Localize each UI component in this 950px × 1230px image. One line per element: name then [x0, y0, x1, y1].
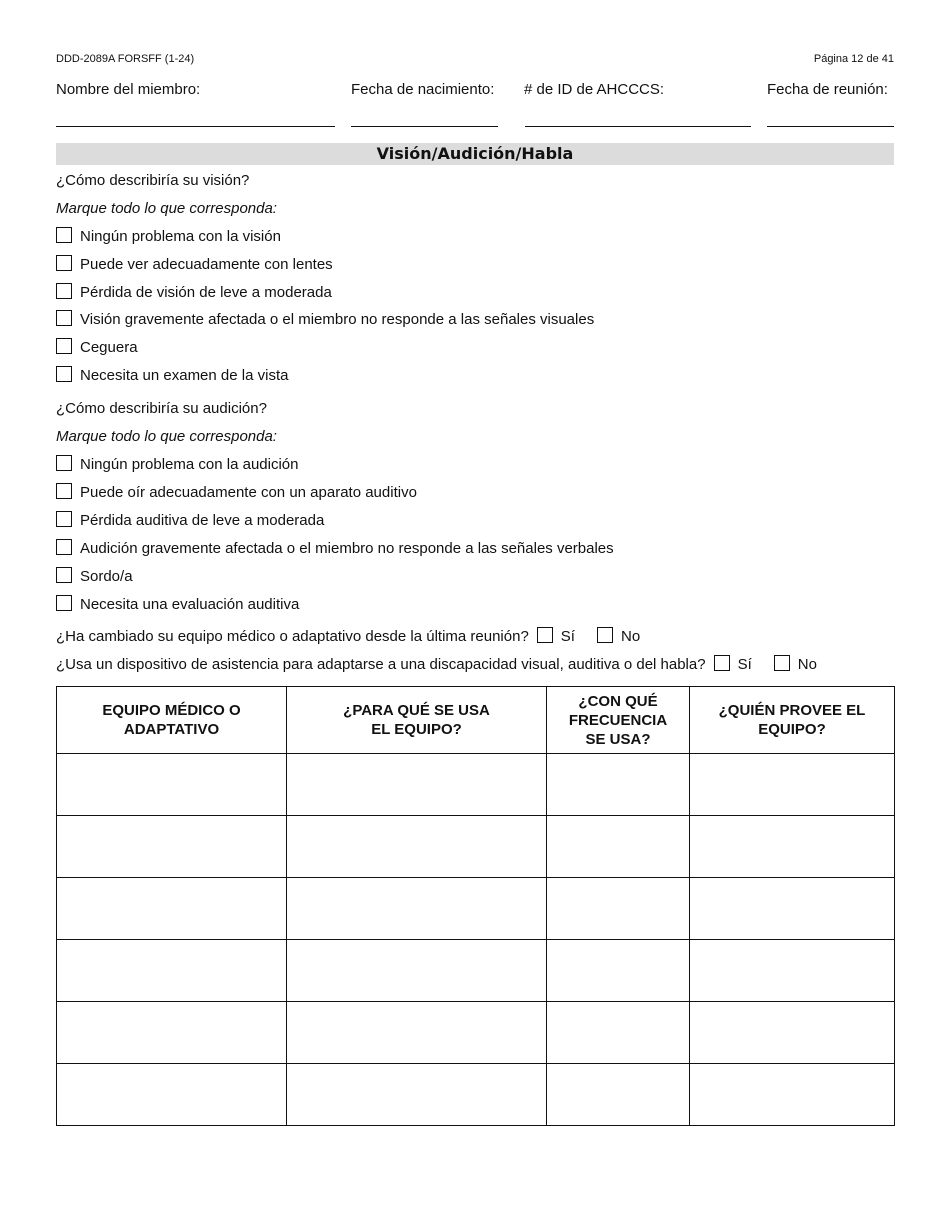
vision-option[interactable] [56, 367, 288, 385]
hearing-option-label: Puede oír adecuadamente con un aparato auditivo [80, 484, 417, 501]
ahcccs-id-field[interactable] [525, 126, 751, 127]
checkbox[interactable] [56, 483, 72, 499]
vision-option-label: Ceguera [80, 339, 138, 356]
yes-checkbox[interactable] [714, 655, 730, 671]
birth-date-field[interactable] [351, 126, 498, 127]
table-cell[interactable] [547, 1002, 690, 1064]
table-cell[interactable] [287, 1002, 547, 1064]
table-row [57, 754, 895, 816]
table-cell[interactable] [690, 878, 895, 940]
hearing-option-label: Sordo/a [80, 568, 133, 585]
table-cell[interactable] [57, 754, 287, 816]
header-provider: ¿QUIÉN PROVEE EL EQUIPO? [690, 687, 895, 754]
vision-instruction: Marque todo lo que corresponda: [56, 200, 277, 217]
vision-question: ¿Cómo describiría su visión? [56, 172, 250, 189]
hearing-instruction: Marque todo lo que corresponda: [56, 428, 277, 445]
yes-checkbox[interactable] [537, 627, 553, 643]
table-row [57, 816, 895, 878]
hearing-option-label: Pérdida auditiva de leve a moderada [80, 512, 325, 529]
member-name-label: Nombre del miembro: [56, 81, 201, 98]
table-cell[interactable] [547, 940, 690, 1002]
table-cell[interactable] [287, 754, 547, 816]
form-header [56, 53, 894, 67]
meeting-date-label: Fecha de reunión: [767, 81, 888, 98]
checkbox[interactable] [56, 511, 72, 527]
vision-option-label: Puede ver adecuadamente con lentes [80, 256, 333, 273]
vision-option[interactable] [56, 228, 281, 246]
table-cell[interactable] [547, 754, 690, 816]
table-cell[interactable] [57, 1064, 287, 1126]
no-label: No [620, 628, 641, 645]
table-cell[interactable] [690, 1064, 895, 1126]
hearing-option[interactable] [56, 456, 298, 474]
vision-option-label: Ningún problema con la visión [80, 228, 281, 245]
hearing-option-label: Audición gravemente afectada o el miembro no responde a las señales verbales [80, 540, 614, 557]
table-cell[interactable] [690, 1002, 895, 1064]
yes-label: Sí [560, 628, 575, 645]
vision-option-label: Visión gravemente afectada o el miembro no responde a las señales visuales [80, 311, 595, 328]
hearing-option-label: Necesita una evaluación auditiva [80, 596, 300, 613]
header-purpose: ¿PARA QUÉ SE USA EL EQUIPO? [287, 687, 547, 754]
hearing-question: ¿Cómo describiría su audición? [56, 400, 267, 417]
vision-option[interactable] [56, 256, 333, 274]
birth-date-label: Fecha de nacimiento: [351, 81, 495, 98]
hearing-option[interactable] [56, 568, 133, 586]
no-checkbox[interactable] [774, 655, 790, 671]
table-cell[interactable] [690, 940, 895, 1002]
no-checkbox[interactable] [597, 627, 613, 643]
table-cell[interactable] [57, 816, 287, 878]
checkbox[interactable] [56, 255, 72, 271]
meeting-date-field[interactable] [767, 126, 894, 127]
yes-label: Sí [737, 656, 752, 673]
checkbox[interactable] [56, 567, 72, 583]
table-cell[interactable] [287, 1064, 547, 1126]
hearing-option-label: Ningún problema con la audición [80, 456, 299, 473]
vision-option[interactable] [56, 339, 138, 357]
table-cell[interactable] [287, 878, 547, 940]
header-frequency: ¿CON QUÉ FRECUENCIA SE USA? [547, 687, 690, 754]
ahcccs-id-label: # de ID de AHCCCS: [524, 81, 665, 98]
assistive-device-question [56, 656, 839, 673]
checkbox[interactable] [56, 455, 72, 471]
equipment-changed-text: ¿Ha cambiado su equipo médico o adaptativo desde la última reunión? [56, 628, 529, 645]
checkbox[interactable] [56, 227, 72, 243]
hearing-option[interactable] [56, 512, 324, 530]
table-cell[interactable] [287, 940, 547, 1002]
checkbox[interactable] [56, 366, 72, 382]
no-label: No [797, 656, 817, 673]
equipment-changed-question [56, 628, 662, 645]
vision-option-label: Necesita un examen de la vista [80, 367, 289, 384]
hearing-option[interactable] [56, 484, 417, 502]
table-row [57, 878, 895, 940]
vision-option[interactable] [56, 311, 594, 329]
table-cell[interactable] [547, 816, 690, 878]
checkbox[interactable] [56, 338, 72, 354]
table-cell[interactable] [57, 940, 287, 1002]
table-row [57, 1064, 895, 1126]
equipment-table [56, 686, 895, 1126]
section-title: Visión/Audición/Habla [56, 143, 894, 165]
table-cell[interactable] [690, 754, 895, 816]
table-header-row [57, 687, 895, 754]
table-row [57, 1002, 895, 1064]
table-cell[interactable] [287, 816, 547, 878]
checkbox[interactable] [56, 310, 72, 326]
table-cell[interactable] [547, 1064, 690, 1126]
checkbox[interactable] [56, 283, 72, 299]
checkbox[interactable] [56, 539, 72, 555]
hearing-option[interactable] [56, 596, 299, 614]
table-cell[interactable] [57, 878, 287, 940]
vision-option-label: Pérdida de visión de leve a moderada [80, 284, 332, 301]
member-name-field[interactable] [56, 126, 335, 127]
vision-option[interactable] [56, 284, 332, 302]
table-cell[interactable] [57, 1002, 287, 1064]
table-row [57, 940, 895, 1002]
table-cell[interactable] [547, 878, 690, 940]
page-number: Página 12 de 41 [813, 53, 894, 65]
assistive-device-text: ¿Usa un dispositivo de asistencia para adaptarse a una discapacidad visual, auditiva o del habla? [56, 656, 706, 673]
header-equipment: EQUIPO MÉDICO O ADAPTATIVO [57, 687, 287, 754]
checkbox[interactable] [56, 595, 72, 611]
hearing-option[interactable] [56, 540, 614, 558]
table-cell[interactable] [690, 816, 895, 878]
form-code: DDD-2089A FORSFF (1-24) [56, 53, 195, 65]
